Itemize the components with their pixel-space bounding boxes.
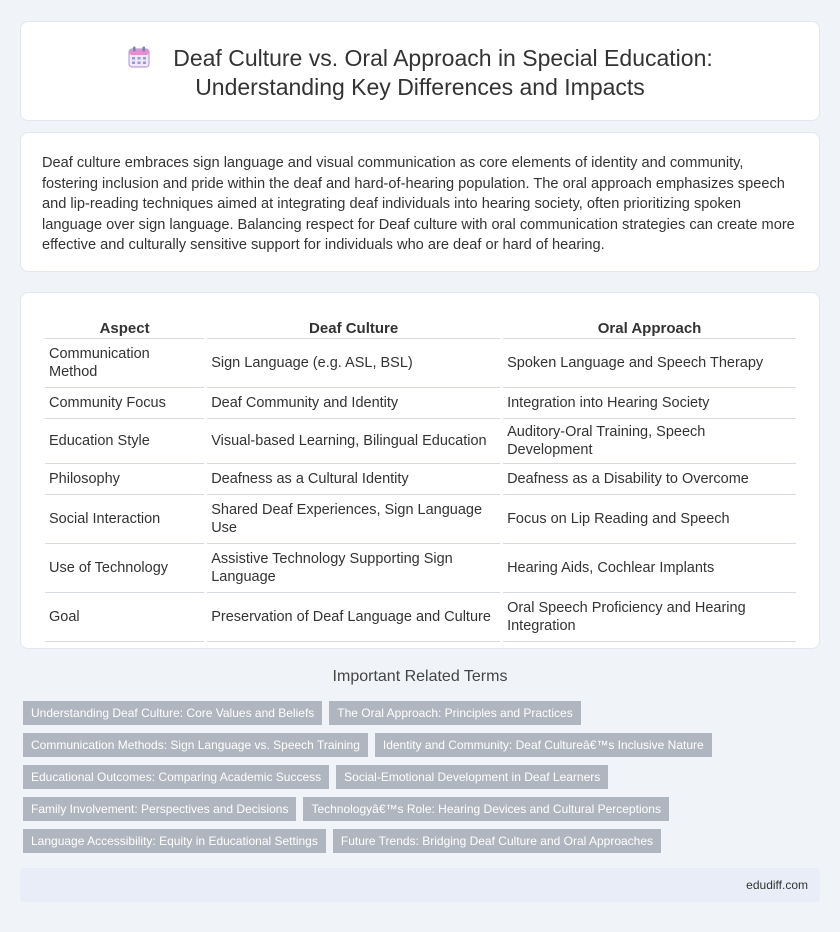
related-terms-row [23, 701, 813, 725]
related-term-link[interactable]: Family Involvement: Perspectives and Decisions [23, 797, 296, 821]
related-term-link[interactable]: Language Accessibility: Equity in Educational Settings [23, 829, 326, 853]
related-terms-list [23, 701, 813, 861]
summary-text: Deaf culture embraces sign language and visual communication as core elements of identity and community, fostering inclusion and pride within the deaf and hard-of-hearing population. The oral approach emphasizes speech and lip-reading techniques aimed at integrating deaf individuals into hearing society, often prioritizing spoken language over sign language. Balancing respect for Deaf culture with oral communication strategies can create more effective and culturally sensitive support for individuals who are deaf or hard of hearing. [42, 155, 795, 253]
related-term-link[interactable]: Social-Emotional Development in Deaf Learners [336, 765, 608, 789]
table-row [45, 339, 796, 388]
footer [20, 868, 820, 902]
cell-aspect: Communication Method [45, 339, 204, 388]
cell-aspect: Social Interaction [45, 495, 204, 544]
cell-deaf-culture: Visual-based Learning, Bilingual Education [207, 419, 500, 464]
summary-card [20, 132, 820, 272]
related-terms-heading: Important Related Terms [332, 668, 508, 685]
cell-aspect: Philosophy [45, 464, 204, 495]
related-term-link[interactable]: Understanding Deaf Culture: Core Values and Beliefs [23, 701, 322, 725]
related-terms-row [23, 733, 813, 757]
page-title [21, 44, 819, 102]
cell-deaf-culture: Deaf Community and Identity [207, 388, 500, 419]
cell-aspect: Goal [45, 593, 204, 642]
table-row [45, 593, 796, 642]
table-row [45, 464, 796, 495]
related-term-link[interactable]: Technologyâ€™s Role: Hearing Devices and Cultural Perceptions [303, 797, 669, 821]
cell-deaf-culture: Preservation of Deaf Language and Culture [207, 593, 500, 642]
cell-oral-approach: Focus on Lip Reading and Speech [503, 495, 796, 544]
title-card [20, 21, 820, 121]
title-line-2: Understanding Key Differences and Impacts [195, 74, 645, 100]
related-terms-row [23, 765, 813, 789]
table-header-row [45, 312, 796, 339]
cell-oral-approach: Integration into Hearing Society [503, 388, 796, 419]
related-term-link[interactable]: Communication Methods: Sign Language vs. Speech Training [23, 733, 368, 757]
cell-deaf-culture: Deafness as a Cultural Identity [207, 464, 500, 495]
table-row [45, 495, 796, 544]
related-term-link[interactable]: Educational Outcomes: Comparing Academic Success [23, 765, 329, 789]
header-oral-approach: Oral Approach [503, 312, 796, 339]
related-term-link[interactable]: Identity and Community: Deaf Cultureâ€™s Inclusive Nature [375, 733, 712, 757]
title-line-1: Deaf Culture vs. Oral Approach in Special Education: [173, 45, 713, 71]
cell-oral-approach: Hearing Aids, Cochlear Implants [503, 544, 796, 593]
comparison-table [42, 312, 799, 642]
footer-site-link[interactable]: edudiff.com [746, 878, 808, 892]
table-row [45, 544, 796, 593]
header-aspect: Aspect [45, 312, 204, 339]
table-row [45, 419, 796, 464]
cell-deaf-culture: Assistive Technology Supporting Sign Language [207, 544, 500, 593]
cell-oral-approach: Oral Speech Proficiency and Hearing Integration [503, 593, 796, 642]
cell-aspect: Use of Technology [45, 544, 204, 593]
cell-oral-approach: Auditory-Oral Training, Speech Development [503, 419, 796, 464]
cell-oral-approach: Spoken Language and Speech Therapy [503, 339, 796, 388]
calendar-icon [127, 45, 151, 69]
table-row [45, 388, 796, 419]
related-terms-row [23, 797, 813, 821]
cell-oral-approach: Deafness as a Disability to Overcome [503, 464, 796, 495]
cell-aspect: Community Focus [45, 388, 204, 419]
cell-deaf-culture: Sign Language (e.g. ASL, BSL) [207, 339, 500, 388]
related-terms-row [23, 829, 813, 853]
cell-aspect: Education Style [45, 419, 204, 464]
header-deaf-culture: Deaf Culture [207, 312, 500, 339]
comparison-table-card [20, 292, 820, 649]
cell-deaf-culture: Shared Deaf Experiences, Sign Language Use [207, 495, 500, 544]
related-term-link[interactable]: Future Trends: Bridging Deaf Culture and Oral Approaches [333, 829, 661, 853]
related-term-link[interactable]: The Oral Approach: Principles and Practices [329, 701, 580, 725]
